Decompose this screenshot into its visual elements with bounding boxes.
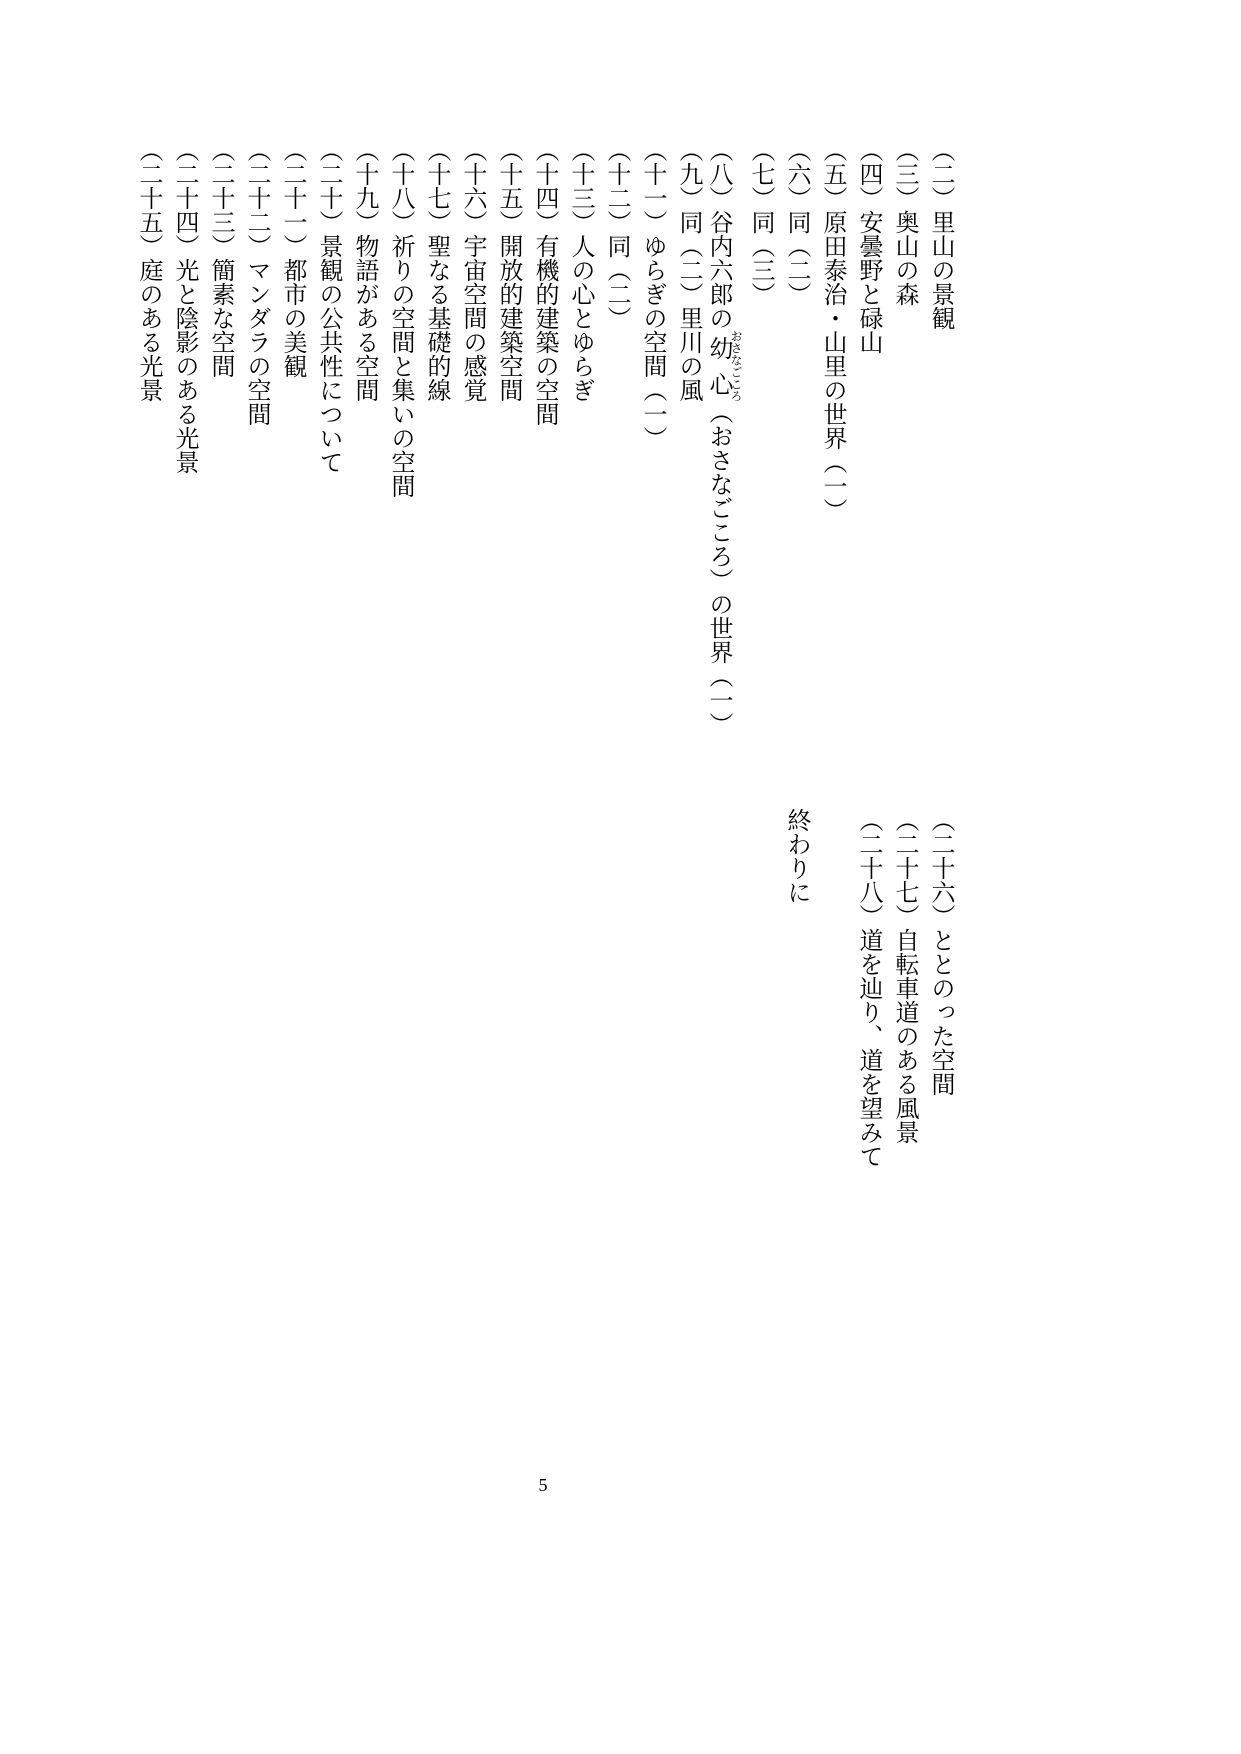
entry-number: （二十四）	[171, 138, 197, 258]
entry-number: （二十二）	[243, 138, 269, 258]
toc-entry	[922, 138, 958, 778]
ruby-reading: おさなごころ	[729, 330, 743, 402]
toc-entry	[850, 138, 886, 778]
entry-number: （十四）	[531, 138, 557, 234]
toc-entry	[886, 808, 922, 1228]
toc-entry	[310, 138, 346, 778]
entry-title: 景観の公共性について	[315, 234, 341, 474]
entry-ruby	[705, 330, 743, 402]
entry-number: （二十三）	[207, 138, 233, 258]
entry-title: 聖なる基礎的線	[423, 234, 449, 402]
entry-title: 同（二）	[603, 234, 629, 330]
entry-title: 祈りの空間と集いの空間	[387, 234, 413, 498]
page-number: 5	[538, 1475, 548, 1495]
entry-title: 同（二）里川の風	[675, 210, 701, 402]
entry-number: （九）	[675, 138, 701, 210]
toc-entry	[886, 138, 922, 778]
entry-number: （十九）	[351, 138, 377, 234]
toc-entry	[346, 138, 382, 778]
toc-entry	[598, 138, 634, 778]
toc-entry	[238, 138, 274, 778]
entry-number: （二十一）	[279, 138, 305, 258]
entry-title: 同（二）	[783, 210, 809, 306]
entry-number: （十六）	[459, 138, 485, 234]
entry-number: （二十）	[315, 138, 341, 234]
toc-entry	[706, 138, 742, 778]
entry-number: （二十六）	[927, 808, 953, 928]
toc-entry	[742, 138, 778, 778]
toc-entry	[814, 138, 850, 778]
entry-title: 里山の景観	[927, 210, 953, 330]
entry-number: （十八）	[387, 138, 413, 234]
entry-number: （五）	[819, 138, 845, 210]
toc-entry	[850, 808, 886, 1228]
toc-entry	[634, 138, 670, 778]
toc-lower-section	[778, 808, 958, 1228]
entry-number: （三）	[891, 138, 917, 210]
entry-title: 谷内六郎の	[705, 210, 731, 330]
entry-number: （二十七）	[891, 808, 917, 928]
ruby-base: 幼心	[705, 330, 731, 402]
entry-title: 宇宙空間の感覚	[459, 234, 485, 402]
closing-heading: 終わりに	[783, 808, 809, 904]
toc-entry	[778, 138, 814, 778]
toc-entry	[922, 808, 958, 1228]
entry-number: （八）	[705, 138, 731, 210]
entry-title: ととのった空間	[927, 928, 953, 1096]
entry-title: 自転車道のある風景	[891, 928, 917, 1144]
toc-entry	[526, 138, 562, 778]
toc-upper-section	[130, 138, 958, 778]
entry-title: 開放的建築空間	[495, 234, 521, 402]
entry-number: （十三）	[567, 138, 593, 234]
entry-number: （六）	[783, 138, 809, 210]
entry-title: 道を辿り、道を望みて	[855, 928, 881, 1168]
toc-entry	[274, 138, 310, 778]
entry-title: 原田泰治・山里の世界（一）	[819, 210, 845, 522]
entry-number: （十一）	[639, 138, 665, 234]
toc-entry	[166, 138, 202, 778]
entry-title: 安曇野と碌山	[855, 210, 881, 354]
entry-number: （二十五）	[135, 138, 161, 258]
entry-title: 簡素な空間	[207, 258, 233, 378]
entry-title: 物語がある空間	[351, 234, 377, 402]
entry-number: （七）	[747, 138, 773, 210]
entry-title: 奥山の森	[891, 210, 917, 306]
entry-title: 同（三）	[747, 210, 773, 306]
toc-entry	[490, 138, 526, 778]
entry-title-rest: （おさなごころ）の世界（一）	[705, 400, 731, 736]
entry-number: （十五）	[495, 138, 521, 234]
toc-entry	[562, 138, 598, 778]
entry-title: 都市の美観	[279, 258, 305, 378]
entry-number: （二十八）	[855, 808, 881, 928]
entry-number: （二）	[927, 138, 953, 210]
toc-entry	[418, 138, 454, 778]
toc-entry	[454, 138, 490, 778]
entry-title: ゆらぎの空間（一）	[639, 234, 665, 450]
entry-number: （十七）	[423, 138, 449, 234]
entry-title: 庭のある光景	[135, 258, 161, 402]
toc-entry	[130, 138, 166, 778]
toc-entry	[382, 138, 418, 778]
entry-title: 光と陰影のある光景	[171, 258, 197, 474]
entry-number: （四）	[855, 138, 881, 210]
toc-entry	[202, 138, 238, 778]
entry-title: 有機的建築の空間	[531, 234, 557, 426]
entry-title: 人の心とゆらぎ	[567, 234, 593, 402]
entry-number: （十二）	[603, 138, 629, 234]
entry-title: マンダラの空間	[243, 258, 269, 426]
